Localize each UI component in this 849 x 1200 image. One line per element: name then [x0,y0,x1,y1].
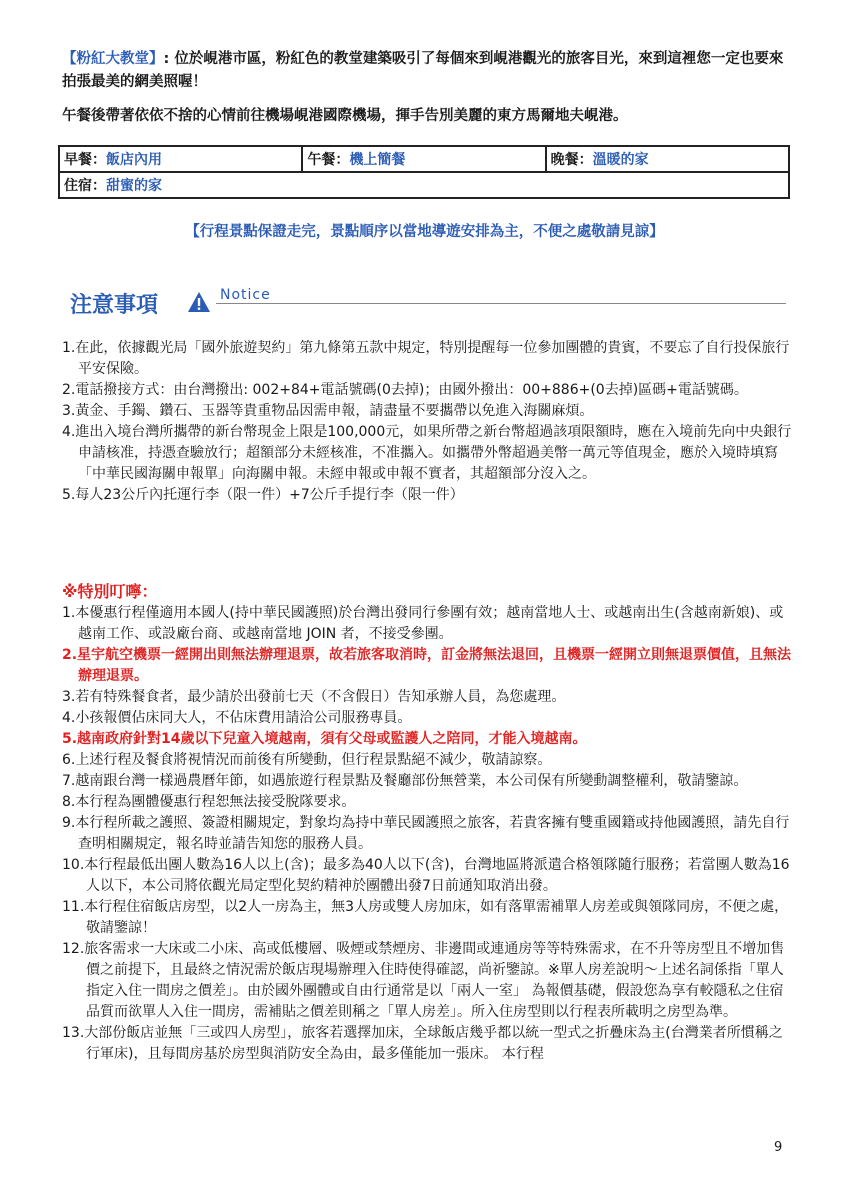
breakfast-cell [59,146,302,172]
special-item: 5.越南政府針對14歲以下兒童入境越南，須有父母或監護人之陪同，才能入境越南。 [62,731,587,747]
special-item: 2.星宇航空機票一經開出則無法辦理退票，故若旅客取消時，訂金將無法退回，且機票一經開立則無退票價值，且無法辦理退票。 [62,647,792,684]
intro-paragraph [62,48,792,94]
special-list [62,603,792,1065]
intro-tag: 【粉紅大教堂】 [62,51,164,67]
special-item: 6.上述行程及餐食將視情況而前後有所變動，但行程景點絕不減少，敬請諒察。 [62,752,552,768]
stay-row [59,172,789,198]
notice-divider [216,303,786,304]
lunch-cell [302,146,545,172]
dinner-label: 晚餐： [550,152,593,168]
lunch-label: 午餐： [307,152,350,168]
stay-label: 住宿： [64,178,106,194]
breakfast-value: 飯店內用 [106,152,162,168]
meals-table [58,145,790,199]
intro-text: : 位於峴港市區，粉紅色的教堂建築吸引了每個來到峴港觀光的旅客目光，來到這裡您一定也要來拍張最美的網美照喔！ [62,51,784,90]
notice-item: 2.電話撥接方式：由台灣撥出: 002+84+電話號碼(0去掉)；由國外撥出：00+886+(0去掉)區碼+電話號碼。 [62,382,748,398]
lunch-value: 機上簡餐 [349,152,406,168]
special-item: 10.本行程最低出團人數為16人以上(含)；最多為40人以下(含)，台灣地區將派遣合格領隊隨行服務；若當團人數為16人以下，本公司將依觀光局定型化契約精神於團體出發7日前通知取消出發。 [62,857,790,894]
meals-row [59,146,789,172]
stay-value: 甜蜜的家 [106,178,162,194]
notice-item: 3.黃金、手鐲、鑽石、玉器等貴重物品因需申報，請盡量不要攜帶以免進入海關麻煩。 [62,403,594,419]
itinerary-disclaimer: 【行程景點保證走完，景點順序以當地導遊安排為主，不便之處敬請見諒】 [185,224,664,240]
special-item: 8.本行程為團體優惠行程恕無法接受脫隊要求。 [62,794,356,810]
notice-list [62,338,792,506]
notice-item: 5.每人23公斤內托運行李（限一件）+7公斤手提行李（限一件） [62,487,464,503]
stay-cell [59,172,789,198]
special-item: 7.越南跟台灣一樣過農曆年節，如遇旅遊行程景點及餐廳部份無營業，本公司保有所變動調整權利，敬請鑒諒。 [62,773,748,789]
special-item: 1.本優惠行程僅適用本國人(持中華民國護照)於台灣出發同行參團有效；越南當地人士、或越南出生(含越南新娘)、或越南工作、或設廠台商、或越南當地 JOIN 者，不接受參團。 [62,605,784,642]
lunch-text: 午餐後帶著依依不捨的心情前往機場峴港國際機場，揮手告別美麗的東方馬爾地夫峴港。 [62,108,628,124]
special-title: ※特別叮嚀： [62,582,158,601]
special-item: 3.若有特殊餐食者，最少請於出發前七天（不含假日）告知承辦人員，為您處理。 [62,689,566,705]
page-number: 9 [774,1140,783,1155]
special-item: 9.本行程所載之護照、簽證相關規定，對象均為持中華民國護照之旅客，若貴客擁有雙重國籍或持他國護照，請先自行查明相關規定，報名時並請告知您的服務人員。 [62,815,790,852]
special-item: 13.大部份飯店並無「三或四人房型」，旅客若選擇加床，全球飯店幾乎都以統一型式之折疊床為主(台灣業者所慣稱之行軍床)，且每間房基於房型與消防安全為由，最多僅能加一張床。 本行程 [62,1025,783,1062]
notice-item: 1.在此，依據觀光局「國外旅遊契約」第九條第五款中規定，特別提醒每一位參加團體的貴賓，不要忘了自行投保旅行平安保險。 [62,340,790,377]
notice-item: 4.進出入境台灣所攜帶的新台幣現金上限是100,000元，如果所帶之新台幣超過該項限額時，應在入境前先向中央銀行申請核准，持憑查驗放行；超額部分未經核准，不准攜入。如攜帶外幣超過美幣一萬元等值現金，應於入境時填寫「中華民國海關申報單」向海關申報。未經申報或申報不實者，其超額部分沒入之。 [62,424,792,482]
notice-title: 注意事項 [70,293,159,318]
dinner-value: 溫暖的家 [592,152,649,168]
special-item: 12.旅客需求一大床或二小床、高或低樓層、吸煙或禁煙房、非邊間或連通房等等特殊需求，在不升等房型且不增加售價之前提下，且最終之情況需於飯店現場辦理入住時使得確認，尚祈鑒諒。※單人房差說明～上述名詞係指「單人指定入住一間房之價差」。由於國外團體或自由行通常是以「兩人一室」 為報價基礎，假設您為享有較隱私之住宿品質而欲單人入住一間房，需補貼之價差則稱之「單人房差」。所入住房型則以行程表所載明之房型為準。 [62,941,785,1020]
dinner-cell [546,146,789,172]
special-item: 4.小孩報價佔床同大人，不佔床費用請洽公司服務專員。 [62,710,412,726]
warning-icon [187,291,211,313]
special-item: 11.本行程住宿飯店房型，以2人一房為主，無3人房或雙人房加床，如有落單需補單人房差或與領隊同房，不便之處，敬請鑒諒！ [62,899,789,936]
notice-subtitle: Notice [220,287,271,303]
breakfast-label: 早餐： [64,152,106,168]
